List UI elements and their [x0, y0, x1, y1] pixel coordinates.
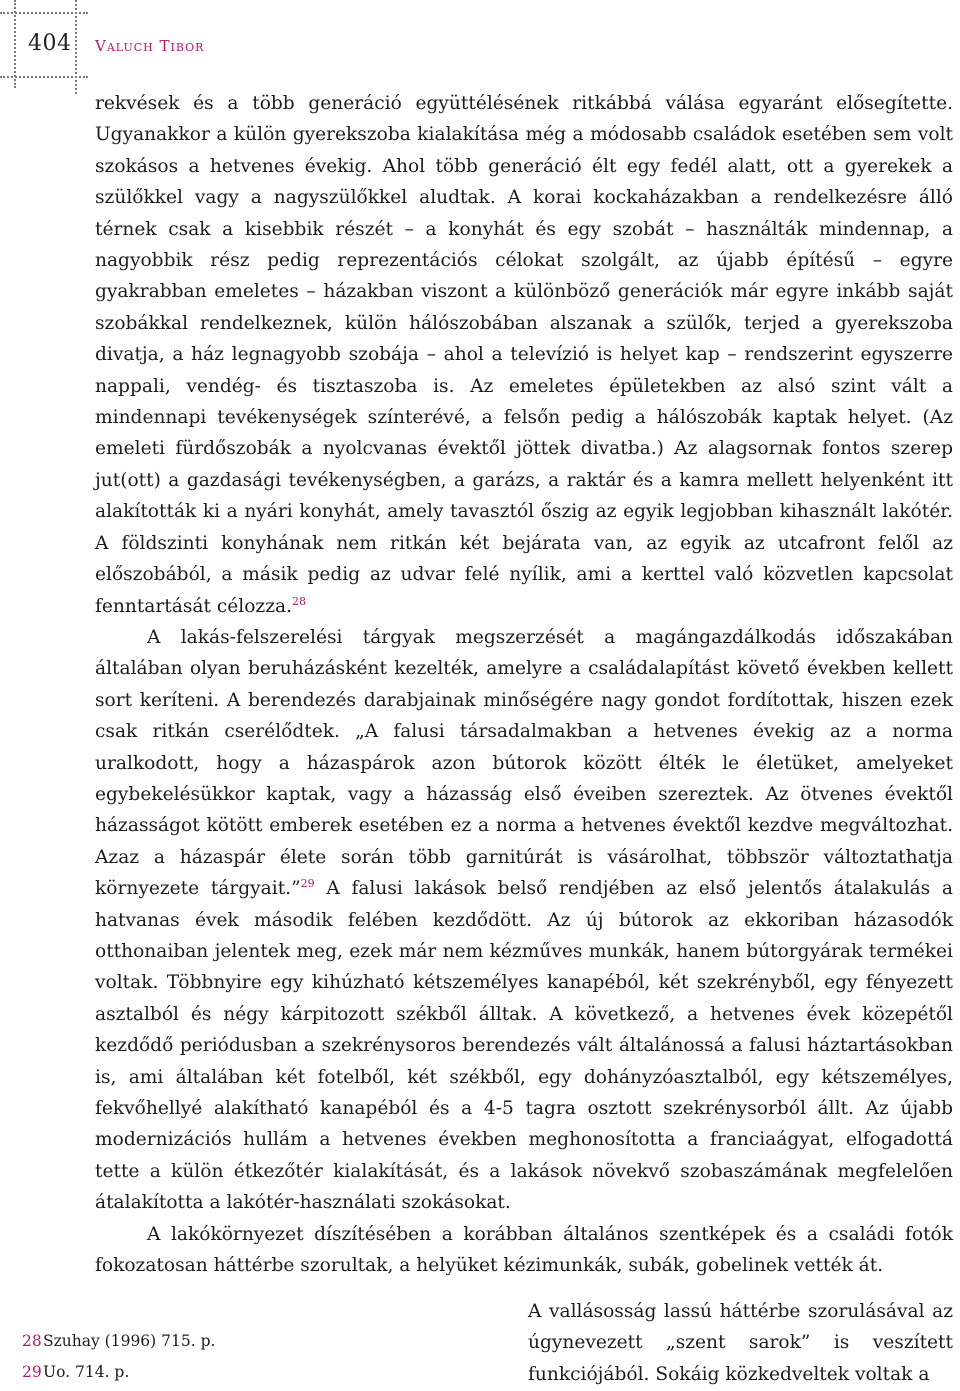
footnote-ref-29: 29 — [300, 876, 315, 890]
footnote-number: 29 — [22, 1363, 42, 1381]
footnote — [22, 1326, 322, 1357]
paragraph-1-text: rekvések és a több generáció együttélésének ritkábbá válása egyaránt elősegítette. Ugyanakkor a külön gyerekszoba kialakítása még a módosabb családok esetében sem volt szokásos a hetvenes évekig. Ahol több generáció élt egy fedél alatt, ott a gyerekek a szülőkkel vagy a nagyszülőkkel aludtak. A korai kockaházakban a rendelkezésre álló térnek csak a kisebbik részét – a konyhát és egy szobát – használták mindennap, a nagyobbik rész pedig reprezentációs célokat szolgált, az újabb építésű – egyre gyakrabban emeletes – házakban viszont a különböző generációk már egyre inkább saját szobákkal rendelkeznek, külön hálószobában alszanak a szülők, terjed a gyerekszoba divatja, a ház legnagyobb szobája – ahol a televízió is helyet kap – rendszerint egyszerre nappali, vendég- és tisztaszoba is. Az emeletes épületekben az alsó szint vált a mindennapi tevékenységek színterévé, a felsőn pedig a hálószobák kaptak helyet. (Az emeleti fürdőszobák a nyolcvanas évektől jöttek divatba.) Az alagsornak fontos szerep jut(ott) a gazdasági tevékenységben, a garázs, a raktár és a kamra mellett helyenként itt alakították ki a nyári konyhát, amely tavasztól őszig az egyik legjobban kihasznált lakótér. A földszinti konyhának nem ritkán két bejárata van, az egyik az utcafront felől az előszobából, a másik pedig az udvar felé nyílik, ami a kerttel való közvetlen kapcsolat fenntartását célozza. — [95, 93, 953, 617]
paragraph-2-text: A lakás-felszerelési tárgyak megszerzését a magángazdálkodás időszakában általában olyan beruházásként kezelték, amelyre a családalapítást követő években kellett sort keríteni. A berendezés darabjainak minőségére nagy gondot fordítottak, hiszen ezek csak ritkán cserélődtek. „A falusi társadalmakban a hetvenes évekig az a norma uralkodott, hogy a házaspárok azon bútorok között élték le életüket, amelyeket egybekelésükkor kaptak, vagy a házasság első éveiben szereztek. Az ötvenes évektől házasságot kötött emberek esetében ez a norma a hetvenes évektől kezdve megváltozhat. Azaz a házaspár élete során több garnitúrát is vásárolhat, többször változtathatja környezete tárgyait.” — [95, 626, 953, 900]
header-dotted-rule-left — [14, 0, 16, 88]
footnote-ref-28: 28 — [292, 594, 306, 608]
header-dotted-rule-right — [75, 0, 77, 94]
footnote-text: Szuhay (1996) 715. p. — [43, 1332, 216, 1350]
paragraph-4: A vallásosság lassú háttérbe szorulásával az úgynevezett „szent sarok” is veszített funkciójából. Sokáig közkedveltek voltak a — [528, 1301, 953, 1385]
paragraph-2-continuation: A falusi lakások belső rendjében az első jelentős átalakulás a hatvanas évek második felében kezdődött. Az új bútorok az ekkoriban házasodók otthonaiban jelentek meg, ezek már nem kézműves munkák, hanem bútorgyárak termékei voltak. Többnyire egy kihúzható kétszemélyes kanapéból, két szekrényből, egy fényezett asztalból és négy kárpitozott székből álltak. A következő, a hetvenes évek közepétől kezdődő periódusban a szekrénysoros berendezés vált általánossá a falusi háztartásokban is, ami általában két fotelből, két székből, egy dohányzóasztalból, egy kétszemélyes, fekvőhellyé alakítható kanapéból és a 4-5 tagra osztott szekrénysorból állt. Az újabb modernizációs hullám a hetvenes években meghonosította a franciaágyat, elfogadottá tette a külön étkezőtér kialakítását, és a lakások növekvő szobaszámának megfelelően átalakította a lakótér-használati szokásokat. — [95, 878, 953, 1214]
footnote-number: 28 — [22, 1332, 42, 1350]
paragraph-1 — [95, 88, 953, 622]
footnotes — [22, 1326, 322, 1388]
paragraph-2 — [95, 622, 953, 1219]
body-text — [95, 88, 953, 1281]
footnote-text: Uo. 714. p. — [43, 1363, 130, 1381]
paragraph-3: A lakókörnyezet díszítésében a korábban általános szentképek és a családi fotók fokozatosan háttérbe szorultak, a helyüket kézimunkák, subák, gobelinek vették át. — [95, 1223, 953, 1277]
footnote — [22, 1357, 322, 1388]
running-head: Valuch Tibor — [95, 37, 205, 55]
page-number: 404 — [28, 31, 72, 56]
